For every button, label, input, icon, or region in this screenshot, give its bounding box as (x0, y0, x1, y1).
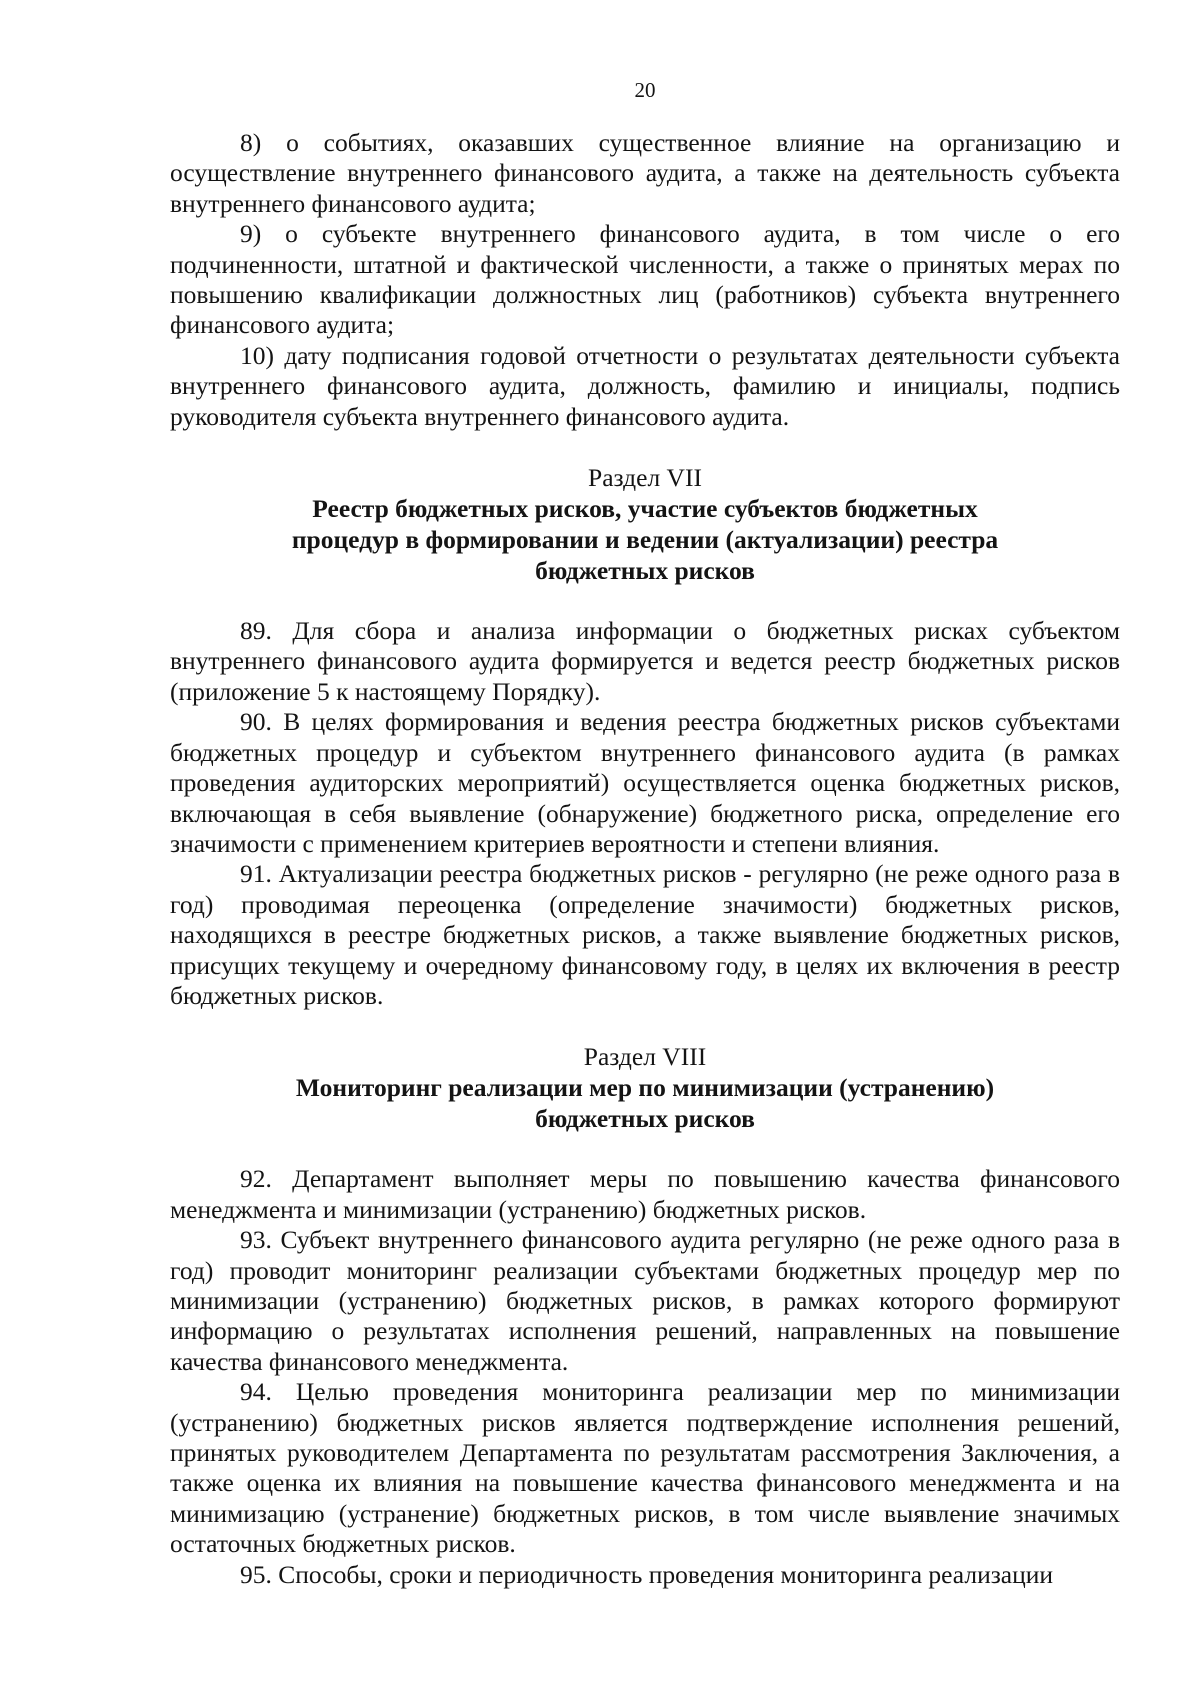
section-8-title-line-1: Мониторинг реализации мер по минимизации (устранению) (295, 1073, 995, 1103)
section-8-title-line-2: бюджетных рисков (535, 1104, 755, 1134)
section-7-title-line-2: процедур в формировании и ведении (актуализации) реестра (291, 525, 999, 555)
section-7-title-line-1: Реестр бюджетных рисков, участие субъектов бюджетных (312, 494, 978, 524)
paragraph-95: 95. Способы, сроки и периодичность проведения мониторинга реализации (240, 1559, 1054, 1589)
paragraph-94: 94. Целью проведения мониторинга реализации мер по минимизации (устранению) бюджетных рисков является подтверждение исполнения решений, принятых руководителем Департамента по результатам рассмотрения Заключения, а также оценка их влияния на повышение качества финансового менеджмента и на минимизацию (устранение) бюджетных рисков, в том числе выявление значимых остаточных бюджетных рисков. (170, 1377, 1120, 1559)
section-8-heading (170, 1041, 1120, 1134)
document-page (170, 0, 1120, 1698)
document-body (170, 128, 1120, 1590)
section-7-title-line-3: бюджетных рисков (535, 556, 755, 586)
section-7-heading (170, 462, 1120, 586)
list-item-10: 10) дату подписания годовой отчетности о результатах деятельности субъекта внутреннего финансового аудита, должность, фамилию и инициалы, подпись руководителя субъекта внутреннего финансового аудита. (170, 340, 1120, 431)
section-8-label: Раздел VIII (583, 1042, 707, 1072)
paragraph-89: 89. Для сбора и анализа информации о бюджетных рисках субъектом внутреннего финансового аудита формируется и ведется реестр бюджетных рисков (приложение 5 к настоящему Порядку). (170, 616, 1120, 706)
section-7-label: Раздел VII (588, 463, 702, 493)
page-number: 20 (634, 78, 656, 102)
paragraph-92: 92. Департамент выполняет меры по повышению качества финансового менеджмента и минимизации (устранению) бюджетных рисков. (170, 1164, 1120, 1224)
paragraph-90: 90. В целях формирования и ведения реестра бюджетных рисков субъектами бюджетных процедур и субъектом внутреннего финансового аудита (в рамках проведения аудиторских мероприятий) осуществляется оценка бюджетных рисков, включающая в себя выявление (обнаружение) бюджетного риска, определение его значимости с применением критериев вероятности и степени влияния. (170, 707, 1120, 858)
list-item-8: 8) о событиях, оказавших существенное влияние на организацию и осуществление внутреннего финансового аудита, а также на деятельность субъекта внутреннего финансового аудита; (170, 128, 1120, 218)
paragraph-93: 93. Субъект внутреннего финансового аудита регулярно (не реже одного раза в год) проводит мониторинг реализации субъектами бюджетных процедур мер по минимизации (устранению) бюджетных рисков, в рамках которого формируют информацию о результатах исполнения решений, направленных на повышение качества финансового менеджмента. (170, 1225, 1120, 1376)
paragraph-91: 91. Актуализации реестра бюджетных рисков - регулярно (не реже одного раза в год) проводимая переоценка (определение значимости) бюджетных рисков, находящихся в реестре бюджетных рисков, а также выявление бюджетных рисков, присущих текущему и очередному финансовому году, в целях их включения в реестр бюджетных рисков. (170, 859, 1120, 1010)
list-item-9: 9) о субъекте внутреннего финансового аудита, в том числе о его подчиненности, штатной и фактической численности, а также о принятых мерах по повышению квалификации должностных лиц (работников) субъекта внутреннего финансового аудита; (170, 219, 1120, 340)
